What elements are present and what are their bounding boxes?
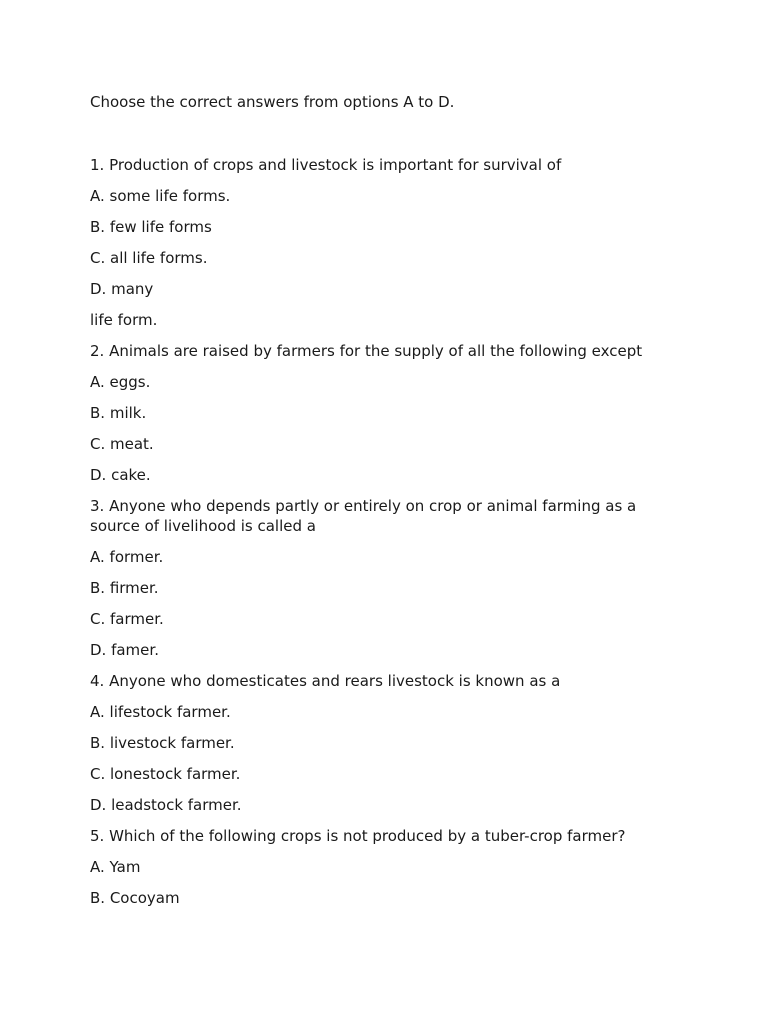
option-text: C. all life forms. <box>90 249 208 267</box>
option-text: C. meat. <box>90 435 154 453</box>
instructions-text: Choose the correct answers from options A to D. <box>90 93 455 111</box>
option-text: A. some life forms. <box>90 187 231 205</box>
option-text: C. farmer. <box>90 610 164 628</box>
question-4-text: 4. Anyone who domesticates and rears livestock is known as a <box>90 672 561 690</box>
question-5-text: 5. Which of the following crops is not produced by a tuber-crop farmer? <box>90 827 626 845</box>
option-continuation-text: life form. <box>90 311 158 329</box>
option-text: D. many <box>90 280 154 298</box>
document-page <box>90 92 670 919</box>
option-text: D. famer. <box>90 641 159 659</box>
option-text: B. Cocoyam <box>90 889 180 907</box>
option-text: D. leadstock farmer. <box>90 796 242 814</box>
option-text: C. lonestock farmer. <box>90 765 241 783</box>
option-text: D. cake. <box>90 466 151 484</box>
option-text: A. eggs. <box>90 373 151 391</box>
option-text: B. milk. <box>90 404 147 422</box>
question-1-text: 1. Production of crops and livestock is important for survival of <box>90 156 562 174</box>
option-text: B. few life forms <box>90 218 212 236</box>
option-text: A. lifestock farmer. <box>90 703 231 721</box>
option-text: A. former. <box>90 548 164 566</box>
question-3-text: 3. Anyone who depends partly or entirely on crop or animal farming as a source of livelihood is called a <box>90 497 637 535</box>
option-text: A. Yam <box>90 858 141 876</box>
option-text: B. livestock farmer. <box>90 734 235 752</box>
question-2-text: 2. Animals are raised by farmers for the supply of all the following except <box>90 342 643 360</box>
option-text: B. firmer. <box>90 579 159 597</box>
